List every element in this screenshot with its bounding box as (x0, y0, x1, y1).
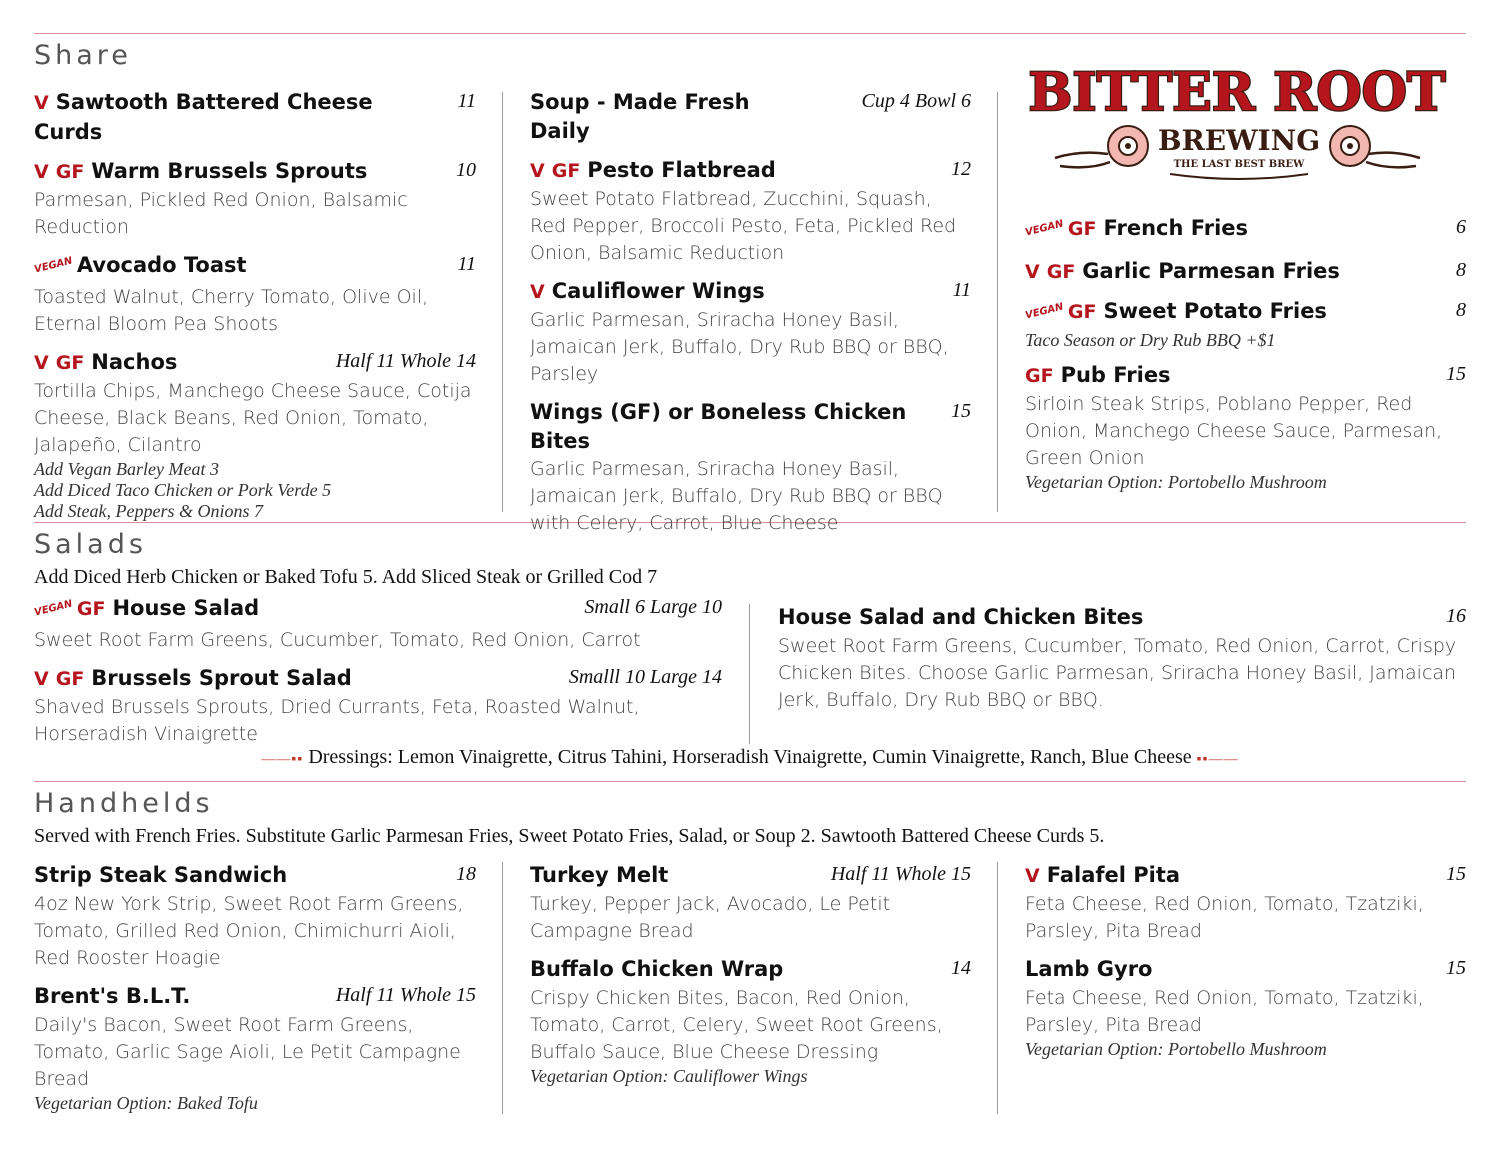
menu-item-header (530, 88, 971, 146)
menu-item-price: Half 11 Whole 15 (335, 984, 476, 1006)
menu-item-name: House Salad (112, 596, 260, 620)
menu-item-name: Brussels Sprout Salad (91, 666, 352, 690)
salads-add-note: Add Diced Herb Chicken or Baked Tofu 5. Add Sliced Steak or Grilled Cod 7 (34, 566, 658, 588)
menu-item-price: 15 (1446, 957, 1466, 979)
vegan-badge: VEGAN (33, 255, 74, 276)
menu-item (34, 861, 476, 972)
menu-item-header (530, 156, 971, 186)
menu-item-note: Vegetarian Option: Portobello Mushroom (1025, 1039, 1327, 1059)
dressings-line (200, 746, 1300, 769)
menu-item-price: 12 (951, 158, 971, 180)
menu-item-description: Shaved Brussels Sprouts, Dried Currants, Feta, Roasted Walnut, Horseradish Vinaigrette (34, 696, 640, 745)
handhelds-divider (34, 781, 1466, 782)
menu-item-description: Garlic Parmesan, Sriracha Honey Basil, Jamaican Jerk, Buffalo, Dry Rub BBQ or BBQ, Parsley (530, 309, 949, 385)
menu-item-description: Tortilla Chips, Manchego Cheese Sauce, Cotija Cheese, Black Beans, Red Onion, Tomato, Jalapeño, Cilantro (34, 380, 472, 456)
gluten-free-badge: GF (1046, 261, 1076, 283)
menu-item-header (530, 861, 971, 891)
salads-col-1 (34, 594, 722, 748)
handhelds-note: Served with French Fries. Substitute Garlic Parmesan Fries, Sweet Potato Fries, Salad, or Soup 2. Sawtooth Battered Cheese Curds 5. (34, 825, 1105, 847)
menu-item-name: Brent's B.L.T. (34, 984, 191, 1008)
menu-item-header (34, 664, 722, 694)
menu-item (1025, 361, 1466, 493)
menu-item-header (530, 398, 971, 456)
menu-item-description: Feta Cheese, Red Onion, Tomato, Tzatziki, Parsley, Pita Bread (1025, 893, 1424, 942)
menu-item-name: French Fries (1103, 216, 1249, 240)
menu-item-price: 11 (952, 279, 971, 301)
bitter-root-logo (1028, 58, 1446, 188)
vegetarian-badge: V (1025, 865, 1040, 887)
menu-item-name: Strip Steak Sandwich (34, 863, 288, 887)
menu-item (34, 348, 476, 522)
menu-item-price: Small 6 Large 10 (584, 596, 722, 618)
menu-item-header (34, 982, 476, 1012)
menu-item-note: Add Diced Taco Chicken or Pork Verde 5 (34, 480, 332, 500)
menu-item-header (1025, 297, 1466, 330)
logo-tagline: THE LAST BEST BREW (1173, 159, 1305, 170)
menu-item-price: 8 (1456, 299, 1466, 321)
gluten-free-badge: GF (55, 668, 85, 690)
gluten-free-badge: GF (551, 160, 581, 182)
menu-item (34, 88, 476, 147)
menu-item-name: Garlic Parmesan Fries (1082, 259, 1340, 283)
menu-item-header (1025, 257, 1466, 287)
menu-item-name: House Salad and Chicken Bites (778, 605, 1144, 629)
vegetarian-badge: V (34, 352, 49, 374)
gluten-free-badge: GF (1067, 301, 1097, 323)
menu-item (530, 861, 971, 945)
vegan-badge: VEGAN (1024, 218, 1065, 239)
salads-section-title: Salads (34, 529, 147, 560)
menu-item-price: 11 (457, 253, 476, 275)
handhelds-col-1 (34, 861, 476, 1114)
dress-ornament-right-icon: ▪▪—— (1196, 752, 1239, 767)
menu-item (34, 594, 722, 654)
menu-item-name: Sawtooth Battered Cheese Curds (34, 90, 373, 144)
menu-item-name: Wings (GF) or Boneless Chicken Bites (530, 400, 907, 453)
menu-item-header (530, 955, 971, 985)
vegan-badge: VEGAN (33, 598, 74, 619)
menu-item-name: Warm Brussels Sprouts (91, 159, 368, 183)
menu-item-price: Half 11 Whole 14 (335, 350, 476, 372)
menu-item-header (34, 157, 476, 187)
menu-item-description: Sweet Root Farm Greens, Cucumber, Tomato, Red Onion, Carrot (34, 629, 641, 651)
menu-item (530, 277, 971, 388)
logo-underline-icon (1170, 174, 1308, 179)
handhelds-section-title: Handhelds (34, 788, 214, 819)
share-col-divider-1 (502, 92, 503, 512)
menu-item-description: 4oz New York Strip, Sweet Root Farm Greens, Tomato, Grilled Red Onion, Chimichurri Aioli, Red Rooster Hoagie (34, 893, 464, 969)
dressings-text: Dressings: Lemon Vinaigrette, Citrus Tahini, Horseradish Vinaigrette, Cumin Vinaigrette, Ranch, Blue Cheese (308, 746, 1192, 768)
menu-item-note: Vegetarian Option: Portobello Mushroom (1025, 472, 1327, 492)
menu-item (1025, 955, 1466, 1060)
menu-item (1025, 861, 1466, 945)
gluten-free-badge: GF (55, 352, 85, 374)
share-col-3 (1025, 214, 1466, 493)
menu-item-header (1025, 861, 1466, 891)
menu-item-price: 16 (1446, 605, 1466, 627)
menu-item-description: Sweet Root Farm Greens, Cucumber, Tomato, Red Onion, Carrot, Crispy Chicken Bites. Choose Garlic Parmesan, Sriracha Honey Basil, Jamaican Jerk, Buffalo, Dry Rub BBQ or BBQ. (778, 635, 1457, 711)
menu-item-description: Crispy Chicken Bites, Bacon, Red Onion, Tomato, Carrot, Celery, Sweet Root Greens, Buffalo Sauce, Blue Cheese Dressing (530, 987, 943, 1063)
menu-item-price: Smalll 10 Large 14 (568, 666, 722, 688)
menu-item-description: Turkey, Pepper Jack, Avocado, Le Petit Campagne Bread (530, 893, 891, 942)
menu-item-price: 18 (456, 863, 476, 885)
top-divider (34, 33, 1466, 34)
menu-item-description: Sweet Potato Flatbread, Zucchini, Squash, Red Pepper, Broccoli Pesto, Feta, Pickled Red Onion, Balsamic Reduction (530, 188, 957, 264)
menu-item-note: Vegetarian Option: Baked Tofu (34, 1093, 258, 1113)
salads-col-divider (749, 604, 750, 744)
vine-left-icon (1055, 153, 1110, 168)
logo-line2: BREWING (1157, 124, 1321, 157)
vegetarian-badge: V (530, 281, 545, 303)
menu-item-header (34, 348, 476, 378)
menu-item-name: Turkey Melt (530, 863, 669, 887)
menu-item-price: Cup 4 Bowl 6 (861, 90, 971, 112)
dress-ornament-left-icon: ——▪▪ (261, 752, 304, 767)
share-col-1 (34, 88, 476, 522)
menu-item (530, 156, 971, 267)
flower-icon-right (1330, 126, 1370, 166)
flower-icon-left (1108, 126, 1148, 166)
menu-item (1025, 297, 1466, 351)
menu-item-description: Toasted Walnut, Cherry Tomato, Olive Oil, Eternal Bloom Pea Shoots (34, 286, 429, 335)
menu-item (34, 251, 476, 338)
menu-item-price: 15 (951, 400, 971, 422)
menu-item-name: Pesto Flatbread (587, 158, 776, 182)
vegan-badge: VEGAN (1024, 301, 1065, 322)
menu-item-description: Garlic Parmesan, Sriracha Honey Basil, Jamaican Jerk, Buffalo, Dry Rub BBQ or BBQ with Celery, Carrot, Blue Cheese (530, 458, 943, 534)
vegetarian-badge: V (34, 92, 49, 114)
share-col-divider-2 (997, 92, 998, 512)
menu-item (530, 88, 971, 146)
menu-item-description: Daily's Bacon, Sweet Root Farm Greens, Tomato, Garlic Sage Aioli, Le Petit Campagne Bread (34, 1014, 461, 1090)
gluten-free-badge: GF (76, 598, 106, 620)
menu-item-name: Soup - Made Fresh Daily (530, 90, 750, 143)
vegetarian-badge: V (530, 160, 545, 182)
menu-item (1025, 214, 1466, 247)
gluten-free-badge: GF (55, 161, 85, 183)
menu-item (1025, 257, 1466, 287)
menu-item (778, 603, 1466, 714)
menu-item-name: Lamb Gyro (1025, 957, 1153, 981)
menu-item-name: Pub Fries (1060, 363, 1171, 387)
logo-line1: BITTER ROOT (1028, 62, 1446, 123)
menu-item-note: Taco Season or Dry Rub BBQ +$1 (1025, 330, 1276, 350)
gluten-free-badge: GF (1067, 218, 1097, 240)
share-col-2 (530, 88, 971, 537)
menu-item-header (34, 594, 722, 627)
menu-item-price: 15 (1446, 863, 1466, 885)
menu-item (34, 982, 476, 1114)
menu-item-note: Add Steak, Peppers & Onions 7 (34, 501, 263, 521)
menu-item-header (34, 861, 476, 891)
menu-item-header (34, 251, 476, 284)
handhelds-col-divider-2 (997, 862, 998, 1114)
menu-item (530, 398, 971, 537)
menu-item-price: 14 (951, 957, 971, 979)
menu-item-note: Add Vegan Barley Meat 3 (34, 459, 219, 479)
menu-item-price: 15 (1446, 363, 1466, 385)
menu-item-header (530, 277, 971, 307)
menu-item-name: Buffalo Chicken Wrap (530, 957, 784, 981)
menu-item-header (778, 603, 1466, 633)
menu-item-header (1025, 361, 1466, 391)
menu-item-description: Feta Cheese, Red Onion, Tomato, Tzatziki, Parsley, Pita Bread (1025, 987, 1424, 1036)
salads-col-2 (778, 603, 1466, 714)
menu-item-name: Falafel Pita (1046, 863, 1181, 887)
menu-item-name: Sweet Potato Fries (1103, 299, 1327, 323)
menu-item-header (1025, 955, 1466, 985)
menu-item-name: Cauliflower Wings (551, 279, 765, 303)
share-section-title: Share (34, 40, 132, 71)
menu-item-header (1025, 214, 1466, 247)
menu-item (34, 157, 476, 241)
menu-item-description: Sirloin Steak Strips, Poblano Pepper, Red Onion, Manchego Cheese Sauce, Parmesan, Green Onion (1025, 393, 1443, 469)
gluten-free-badge: GF (1025, 365, 1054, 387)
vine-right-icon (1366, 153, 1420, 168)
menu-item-note: Vegetarian Option: Cauliflower Wings (530, 1066, 808, 1086)
handhelds-col-3 (1025, 861, 1466, 1060)
menu-item-price: 6 (1456, 216, 1466, 238)
handhelds-col-2 (530, 861, 971, 1087)
vegetarian-badge: V (1025, 261, 1040, 283)
menu-item-name: Avocado Toast (76, 253, 247, 277)
menu-item-name: Nachos (91, 350, 178, 374)
menu-item-header (34, 88, 476, 147)
menu-item (34, 664, 722, 748)
vegetarian-badge: V (34, 668, 49, 690)
menu-item (530, 955, 971, 1087)
menu-item-price: 8 (1456, 259, 1466, 281)
menu-item-price: 10 (456, 159, 476, 181)
handhelds-col-divider-1 (502, 862, 503, 1114)
menu-item-price: Half 11 Whole 15 (830, 863, 971, 885)
menu-item-price: 11 (457, 90, 476, 112)
vegetarian-badge: V (34, 161, 49, 183)
menu-item-description: Parmesan, Pickled Red Onion, Balsamic Reduction (34, 189, 408, 238)
